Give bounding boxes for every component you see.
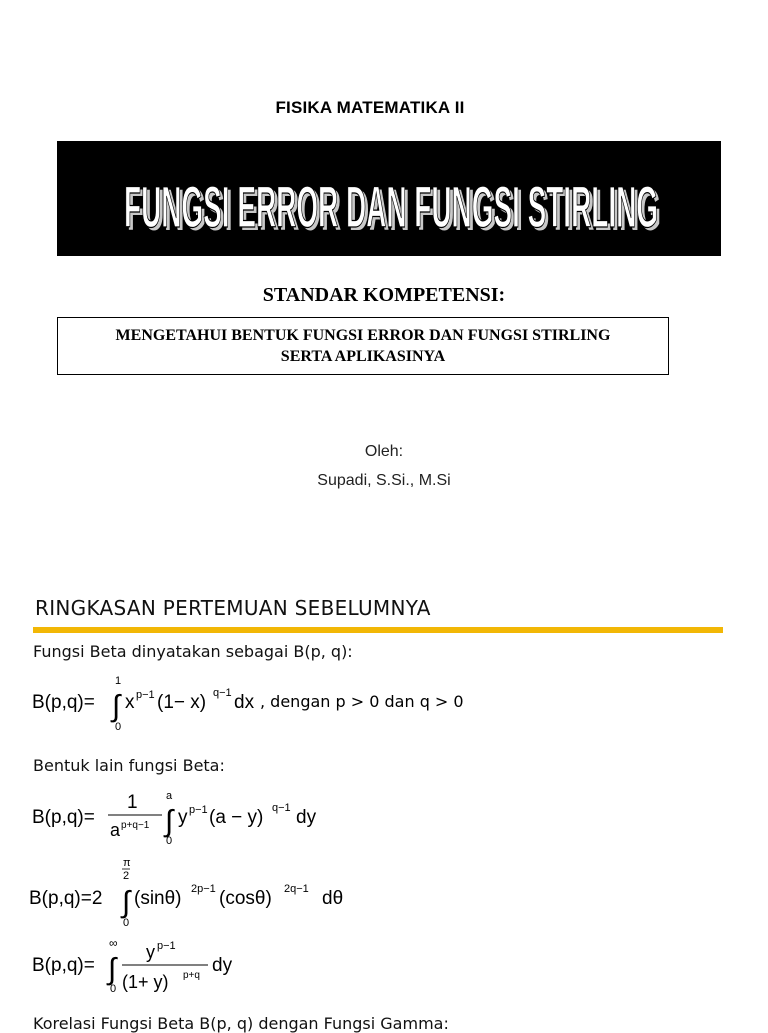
svg-text:0: 0 [166,835,173,847]
svg-text:p−1: p−1 [189,804,208,816]
by-label: Oleh: [364,443,404,460]
banner-title: FUNGSI ERROR DAN FUNGSI STIRLING [124,175,658,240]
beta-alternative-text: Bentuk lain fungsi Beta: [33,756,225,775]
formula-beta-form-infinite [26,934,426,1002]
svg-text:(1− x): (1− x) [157,692,207,713]
svg-text:a: a [166,790,173,802]
svg-text:a: a [110,820,121,840]
author-name: Supadi, S.Si., M.Si [317,472,451,489]
svg-text:dy: dy [296,807,317,828]
svg-text:∫: ∫ [108,953,117,986]
svg-text:p+q−1: p+q−1 [121,820,150,831]
svg-text:∫: ∫ [165,805,174,838]
svg-text:p−1: p−1 [157,940,176,952]
section-rule [33,627,723,633]
title-banner [57,141,721,256]
svg-text:p−1: p−1 [136,689,155,701]
svg-text:1: 1 [115,675,122,687]
svg-text:p+q: p+q [183,970,200,981]
svg-text:B(p,q)=: B(p,q)= [32,692,95,713]
course-title: FISIKA MATEMATIKA II [275,98,465,117]
svg-text:2: 2 [123,870,130,882]
section-heading: RINGKASAN PERTEMUAN SEBELUMNYA [35,596,431,620]
svg-text:(sinθ): (sinθ) [134,888,182,909]
svg-text:q−1: q−1 [272,802,291,814]
svg-text:q−1: q−1 [213,687,232,699]
formula-condition-text: , dengan p > 0 dan q > 0 [260,692,464,711]
svg-text:(cosθ): (cosθ) [219,888,272,909]
svg-text:x: x [125,692,135,713]
competency-heading: STANDAR KOMPETENSI: [262,284,506,306]
svg-text:B(p,q)=: B(p,q)= [32,807,95,828]
svg-text:0: 0 [110,983,117,995]
svg-text:2p−1: 2p−1 [191,883,216,895]
svg-text:1: 1 [127,792,138,813]
svg-text:(a − y): (a − y) [209,807,264,828]
svg-text:dx: dx [234,692,255,713]
svg-text:B(p,q)=2: B(p,q)=2 [29,888,103,909]
formula-beta-form-trig [26,852,426,930]
svg-text:∞: ∞ [109,936,118,950]
svg-text:∫: ∫ [112,690,121,723]
svg-text:π: π [123,857,131,869]
svg-text:y: y [146,942,155,962]
competency-line-1: MENGETAHUI BENTUK FUNGSI ERROR DAN FUNGSI STIRLING [115,327,611,344]
svg-text:(1+ y): (1+ y) [122,972,169,992]
competency-box [57,317,669,375]
svg-text:2q−1: 2q−1 [284,883,309,895]
beta-gamma-relation-text: Korelasi Fungsi Beta B(p, q) dengan Fungsi Gamma: [33,1014,449,1033]
beta-definition-text: Fungsi Beta dinyatakan sebagai B(p, q): [33,642,353,661]
formula-beta-form-a [26,786,426,848]
svg-text:0: 0 [123,917,130,929]
svg-text:dy: dy [212,955,233,976]
banner-title-shadow: FUNGSI ERROR DAN FUNGSI STIRLING [127,178,661,243]
svg-text:B(p,q)=: B(p,q)= [32,955,95,976]
svg-text:dθ: dθ [322,888,344,909]
formula-beta-definition [26,672,546,734]
svg-text:y: y [178,807,188,828]
svg-text:0: 0 [115,721,122,733]
svg-text:∫: ∫ [122,886,131,919]
competency-line-2: SERTA APLIKASINYA [280,348,446,365]
